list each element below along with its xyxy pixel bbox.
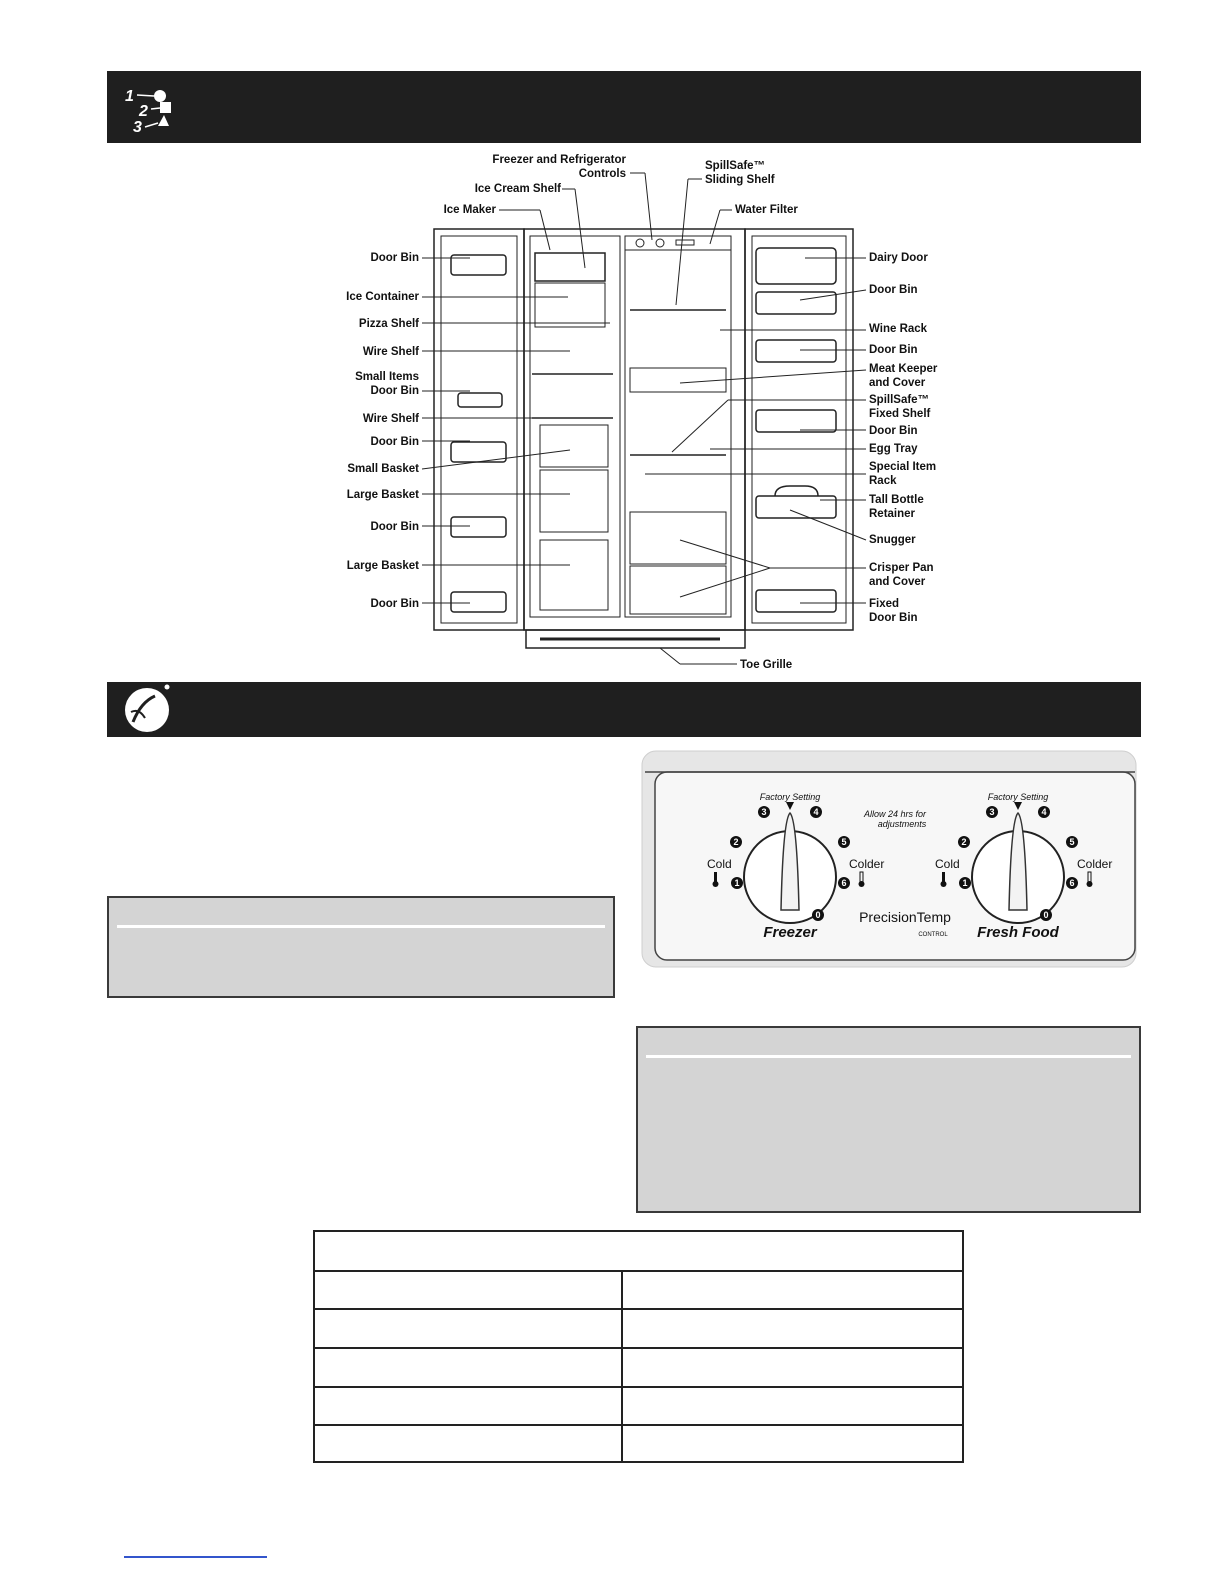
note-box-left <box>107 896 615 998</box>
label-controls: Freezer and Refrigerator Controls <box>492 154 626 180</box>
fresh-factory-setting: Factory Setting <box>987 792 1049 802</box>
brand-name: PrecisionTemp <box>859 909 951 925</box>
label-spillsafe-sliding-shelf: SpillSafe™ Sliding Shelf <box>705 160 775 186</box>
label-large-basket-1: Large Basket <box>346 489 419 501</box>
svg-text:3: 3 <box>133 119 142 136</box>
label-ice-maker: Ice Maker <box>443 204 496 216</box>
label-wire-shelf-2: Wire Shelf <box>362 413 419 425</box>
label-pizza-shelf: Pizza Shelf <box>358 318 419 330</box>
fresh-num-4: 4 <box>1041 807 1047 817</box>
fresh-num-2: 2 <box>961 837 967 847</box>
label-tall-bottle-retainer: Tall Bottle Retainer <box>869 494 924 520</box>
fresh-num-1: 1 <box>962 878 968 888</box>
fresh-cold-label: Cold <box>935 857 960 871</box>
thermometer-hand-icon <box>115 682 185 737</box>
settings-table <box>313 1230 964 1463</box>
table-cell <box>623 1309 962 1347</box>
freezer-num-1: 1 <box>734 878 740 888</box>
label-dairy-door: Dairy Door <box>869 252 928 264</box>
note-box-rule <box>117 925 605 928</box>
refrigerator-diagram <box>0 0 1224 680</box>
freezer-num-5: 5 <box>841 837 847 847</box>
footer-link-underline[interactable] <box>124 1556 267 1558</box>
fresh-num-5: 5 <box>1069 837 1075 847</box>
table-row <box>315 1424 962 1462</box>
brand-sub: CONTROL <box>918 932 948 938</box>
label-snugger: Snugger <box>869 534 916 546</box>
label-door-bin-2: Door Bin <box>370 436 419 448</box>
freezer-factory-setting: Factory Setting <box>759 792 821 802</box>
table-row <box>315 1348 962 1388</box>
freezer-dial-name: Freezer <box>763 924 817 941</box>
freezer-num-2: 2 <box>733 837 739 847</box>
freezer-num-4: 4 <box>813 807 819 817</box>
table-cell <box>315 1424 623 1462</box>
label-door-bin-r2: Door Bin <box>869 344 918 356</box>
label-spillsafe-fixed-shelf: SpillSafe™ Fixed Shelf <box>869 394 931 420</box>
freezer-num-0: 0 <box>815 910 821 920</box>
label-ice-container: Ice Container <box>346 291 419 303</box>
label-water-filter: Water Filter <box>735 204 798 216</box>
note-box-rule <box>646 1055 1131 1058</box>
fresh-dial-name: Fresh Food <box>977 924 1059 941</box>
table-cell <box>623 1270 962 1308</box>
svg-text:2: 2 <box>139 103 148 120</box>
label-small-items-door-bin: Small Items Door Bin <box>355 371 419 397</box>
freezer-cold-thermo-icon <box>714 872 717 882</box>
freezer-colder-label: Colder <box>849 857 885 871</box>
label-large-basket-2: Large Basket <box>346 560 419 572</box>
control-panel <box>641 750 1137 968</box>
table-row <box>315 1386 962 1426</box>
label-ice-cream-shelf: Ice Cream Shelf <box>474 183 561 195</box>
table-cell <box>315 1309 623 1347</box>
label-crisper-pan: Crisper Pan and Cover <box>869 562 934 588</box>
label-small-basket: Small Basket <box>347 463 419 475</box>
label-wine-rack: Wine Rack <box>869 323 928 335</box>
label-egg-tray: Egg Tray <box>869 443 918 455</box>
adjust-note-line2: adjustments <box>877 819 927 829</box>
label-door-bin-1: Door Bin <box>370 252 419 264</box>
freezer-num-3: 3 <box>761 807 767 817</box>
label-door-bin-3: Door Bin <box>370 521 419 533</box>
note-box-right <box>636 1026 1141 1213</box>
fresh-num-3: 3 <box>989 807 995 817</box>
table-cell <box>315 1348 623 1386</box>
freezer-cold-label: Cold <box>707 857 732 871</box>
fresh-colder-label: Colder <box>1077 857 1113 871</box>
table-cell <box>315 1270 623 1308</box>
adjust-note-line1: Allow 24 hrs for <box>863 809 927 819</box>
fresh-num-6: 6 <box>1069 878 1075 888</box>
label-fixed-door-bin: Fixed Door Bin <box>869 598 918 624</box>
table-row <box>315 1309 962 1349</box>
table-cell <box>623 1424 962 1462</box>
table-row <box>315 1270 962 1310</box>
label-door-bin-4: Door Bin <box>370 598 419 610</box>
table-cell <box>315 1386 623 1424</box>
label-meat-keeper: Meat Keeper and Cover <box>869 363 938 389</box>
freezer-num-6: 6 <box>841 878 847 888</box>
label-door-bin-r3: Door Bin <box>869 425 918 437</box>
table-cell <box>623 1386 962 1424</box>
table-header <box>315 1232 962 1272</box>
label-toe-grille: Toe Grille <box>740 659 793 671</box>
svg-text:1: 1 <box>125 88 134 105</box>
label-door-bin-r1: Door Bin <box>869 284 918 296</box>
label-special-item-rack: Special Item Rack <box>869 461 937 487</box>
label-wire-shelf-1: Wire Shelf <box>362 346 419 358</box>
section-banner-controls <box>107 682 1141 737</box>
fresh-num-0: 0 <box>1043 910 1049 920</box>
table-cell <box>623 1348 962 1386</box>
